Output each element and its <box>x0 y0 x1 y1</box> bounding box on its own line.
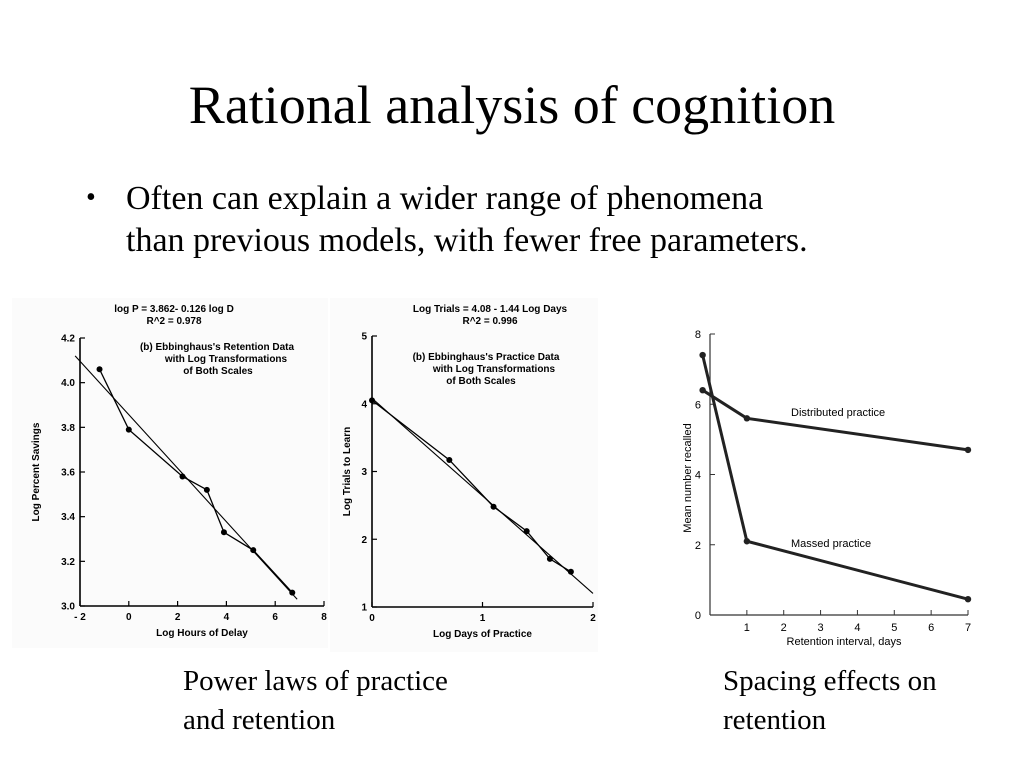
data-point <box>491 504 497 510</box>
y-tick-label: 2 <box>361 534 367 546</box>
data-point <box>204 487 210 493</box>
y-tick-label: 3.2 <box>61 556 75 568</box>
retention-chart <box>12 298 328 648</box>
chart-panel-0 <box>12 298 328 648</box>
y-tick-label: 3.0 <box>61 601 75 613</box>
x-tick-label: 2 <box>174 612 181 623</box>
series-line <box>703 390 968 450</box>
practice-chart <box>330 298 598 652</box>
series-label: Distributed practice <box>791 407 886 419</box>
y-tick-label: 8 <box>694 329 701 341</box>
data-point <box>289 590 295 596</box>
series-point <box>699 352 705 358</box>
x-tick-label: 4 <box>223 612 230 623</box>
bullet-line-1: Often can explain a wider range of phenomena <box>126 180 764 217</box>
x-tick-label: 0 <box>369 613 375 624</box>
x-tick-label: 4 <box>854 622 861 634</box>
bullet-marker: • <box>86 182 96 213</box>
x-tick-label: 2 <box>590 613 596 624</box>
chart-title-line: of Both Scales <box>183 366 253 377</box>
data-point <box>250 547 256 553</box>
slide-title: Rational analysis of cognition <box>188 75 836 135</box>
x-tick-label: 3 <box>817 622 824 634</box>
data-point <box>568 569 574 575</box>
spacing-chart <box>674 318 984 653</box>
caption-spacing-line-1: Spacing effects on <box>723 665 937 697</box>
chart-title-line: of Both Scales <box>446 376 516 387</box>
y-tick-label: 4.0 <box>61 378 75 390</box>
x-axis-label: Log Days of Practice <box>433 629 532 640</box>
chart-title-line: (b) Ebbinghaus's Practice Data <box>412 352 560 363</box>
y-tick-label: 0 <box>694 610 701 622</box>
fit-equation-line: log P = 3.862- 0.126 log D <box>114 304 234 315</box>
y-axis-label: Log Trials to Learn <box>342 426 353 517</box>
fit-equation-line: Log Trials = 4.08 - 1.44 Log Days <box>412 304 568 315</box>
y-tick-label: 3.6 <box>61 467 75 479</box>
x-tick-label: 1 <box>743 622 750 634</box>
x-tick-label: 6 <box>928 622 935 634</box>
series-point <box>744 538 750 544</box>
series-point <box>965 596 971 602</box>
data-point <box>446 457 452 463</box>
x-tick-label: - 2 <box>74 612 86 623</box>
x-tick-label: 1 <box>479 613 486 624</box>
caption-power-laws-line-2: and retention <box>183 704 336 736</box>
y-tick-label: 4.2 <box>61 333 75 345</box>
x-tick-label: 6 <box>272 612 278 623</box>
chart-title-line: with Log Transformations <box>164 354 288 365</box>
data-point <box>126 427 132 433</box>
y-tick-label: 4 <box>694 469 701 482</box>
data-point <box>221 529 227 535</box>
data-point <box>369 397 375 403</box>
y-tick-label: 6 <box>694 399 701 412</box>
chart-title-line: (b) Ebbinghaus's Retention Data <box>139 342 295 353</box>
fit-equation-line: R^2 = 0.996 <box>462 316 518 327</box>
x-axis-label: Retention interval, days <box>786 636 902 648</box>
data-point <box>547 556 553 562</box>
y-tick-label: 4 <box>361 399 367 411</box>
chart-panel-1 <box>330 298 598 652</box>
bullet-text <box>126 178 956 262</box>
caption-power-laws <box>183 662 448 740</box>
data-point <box>97 366 103 372</box>
x-tick-label: 7 <box>964 622 972 634</box>
y-axis-label: Mean number recalled <box>682 423 694 533</box>
chart-title-line: with Log Transformations <box>432 364 556 375</box>
data-point <box>524 528 530 534</box>
series-point <box>699 387 705 393</box>
series-point <box>965 447 971 453</box>
x-tick-label: 0 <box>126 612 132 623</box>
fit-equation-line: R^2 = 0.978 <box>146 316 202 327</box>
y-tick-label: 1 <box>361 602 367 614</box>
series-line <box>703 355 968 599</box>
caption-power-laws-line-1: Power laws of practice <box>183 665 448 697</box>
chart-panel-2 <box>682 329 971 648</box>
y-tick-label: 2 <box>694 539 701 552</box>
y-tick-label: 3.8 <box>61 422 75 434</box>
y-tick-label: 3.4 <box>61 512 75 524</box>
y-axis-label: Log Percent Savings <box>31 422 42 522</box>
x-tick-label: 5 <box>891 622 898 634</box>
x-tick-label: 2 <box>780 622 787 634</box>
data-point <box>179 473 185 479</box>
y-tick-label: 5 <box>361 331 367 343</box>
caption-spacing-line-2: retention <box>723 704 827 736</box>
bullet-line-2: than previous models, with fewer free parameters. <box>126 222 808 259</box>
caption-spacing-effects <box>723 662 937 740</box>
x-axis-label: Log Hours of Delay <box>156 628 248 639</box>
series-point <box>744 415 750 421</box>
series-label: Massed practice <box>791 538 872 550</box>
x-tick-label: 8 <box>321 612 327 623</box>
y-tick-label: 3 <box>361 467 367 478</box>
